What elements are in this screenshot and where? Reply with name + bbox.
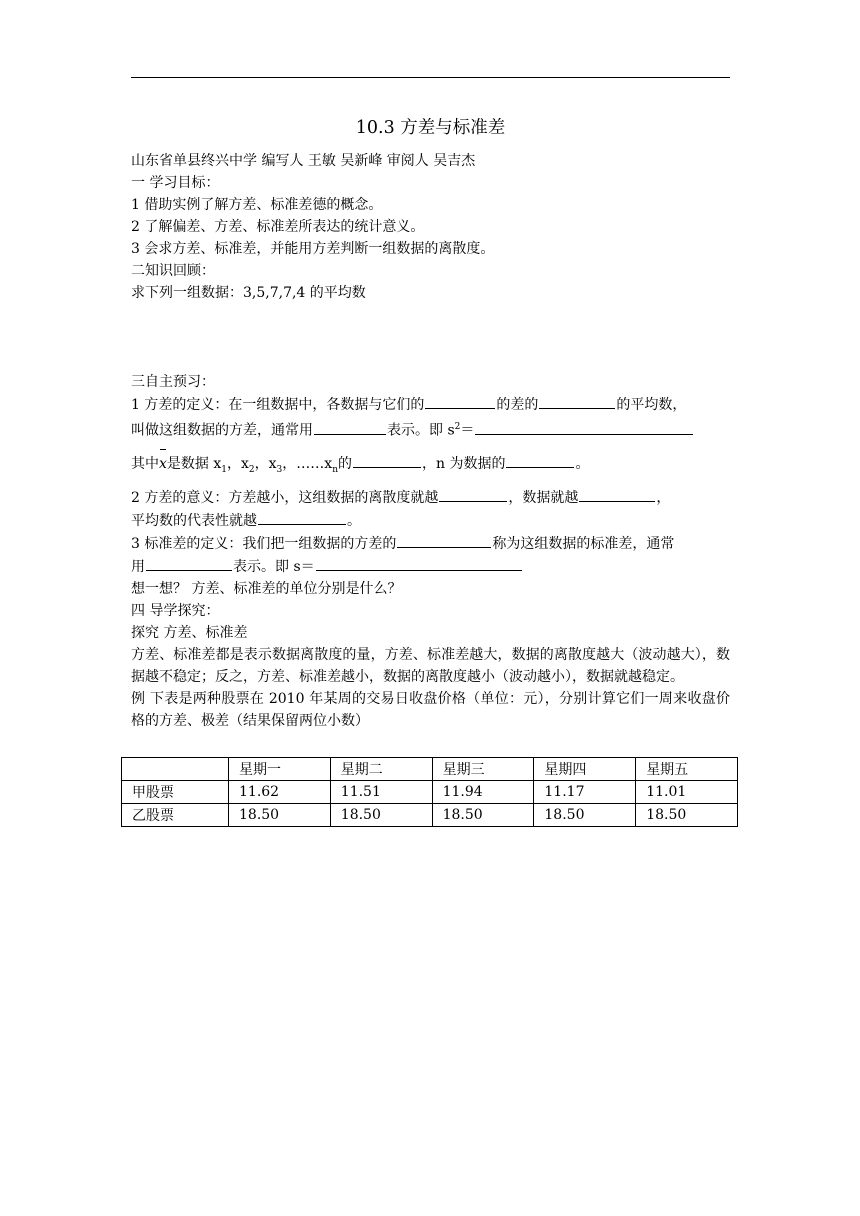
text: ＝ xyxy=(460,422,475,439)
text: 表示。即 s＝ xyxy=(233,559,315,576)
std-definition-line2 xyxy=(131,555,730,578)
explanation-paragraph: 方差、标准差都是表示数据离散度的量，方差、标准差越大，数据的离散度越大（波动越大），数据越不稳定；反之，方差、标准差越小，数据的离散度越小（波动越小），数据就越稳定。 xyxy=(131,647,730,686)
answer-space xyxy=(131,304,730,371)
text: 是数据 x xyxy=(166,455,222,472)
variance-definition-line2 xyxy=(131,416,730,442)
row-label: 甲股票 xyxy=(122,781,229,804)
subscript: 3 xyxy=(276,464,283,475)
table-cell: 11.62 xyxy=(229,781,331,804)
fill-blank[interactable] xyxy=(506,452,574,468)
text: 其中 xyxy=(131,455,159,472)
text: 用 xyxy=(131,559,145,576)
fill-blank[interactable] xyxy=(539,393,615,409)
section-4-heading: 四 导学探究： xyxy=(131,603,220,620)
subscript: 1 xyxy=(221,464,227,475)
review-question: 求下列一组数据：3,5,7,7,4 的平均数 xyxy=(131,285,366,301)
fill-blank[interactable] xyxy=(425,393,495,409)
text: 称为这组数据的标准差，通常 xyxy=(492,536,675,553)
fill-blank[interactable] xyxy=(397,532,491,548)
table-cell: 18.50 xyxy=(330,804,432,827)
table-row xyxy=(122,804,738,827)
table-cell: 18.50 xyxy=(229,804,331,827)
document-title: 10.3 方差与标准差 xyxy=(355,118,506,138)
subscript: n xyxy=(332,464,338,475)
table-cell: 18.50 xyxy=(636,804,738,827)
table-cell: 18.50 xyxy=(432,804,534,827)
table-header-row xyxy=(122,758,738,781)
std-definition-line1 xyxy=(131,532,730,555)
explore-heading: 探究 方差、标准差 xyxy=(131,625,248,642)
objective-1: 1 借助实例了解方差、标准差德的概念。 xyxy=(131,197,383,213)
objective-2: 2 了解偏差、方差、标准差所表达的统计意义。 xyxy=(131,219,425,235)
fill-blank[interactable] xyxy=(353,452,421,468)
section-3-heading: 三自主预习： xyxy=(131,374,215,390)
text: 的 xyxy=(337,455,352,472)
table-cell xyxy=(122,758,229,781)
variance-meaning-line2 xyxy=(131,509,730,532)
fill-blank[interactable] xyxy=(579,486,655,502)
fill-blank[interactable] xyxy=(439,486,507,502)
document-body xyxy=(131,106,730,732)
fill-blank[interactable] xyxy=(258,509,346,525)
superscript: 2 xyxy=(454,422,461,432)
table-header-cell: 星期四 xyxy=(534,758,636,781)
table-cell: 11.51 xyxy=(330,781,432,804)
table-cell: 18.50 xyxy=(534,804,636,827)
text: ，n 为数据的 xyxy=(421,455,506,472)
table-header-cell: 星期一 xyxy=(229,758,331,781)
fill-blank[interactable] xyxy=(475,419,693,435)
text: 。 xyxy=(347,513,361,530)
text: 叫做这组数据的方差，通常用 xyxy=(131,422,313,439)
text: 。 xyxy=(575,455,590,472)
text: ，数据就越 xyxy=(508,490,579,507)
text: 1 方差的定义：在一组数据中，各数据与它们的 xyxy=(131,397,425,413)
section-1-heading: 一 学习目标： xyxy=(131,175,220,191)
example-paragraph: 例 下表是两种股票在 2010 年某周的交易日收盘价格（单位：元），分别计算它们一周来收盘价格的方差、极差（结果保留两位小数） xyxy=(131,691,730,730)
fill-blank[interactable] xyxy=(314,419,386,435)
text: ， xyxy=(656,490,671,507)
text: 的差的 xyxy=(496,397,539,413)
table-header-cell: 星期二 xyxy=(330,758,432,781)
variance-definition-line1 xyxy=(131,393,730,416)
objective-3: 3 会求方差、标准差，并能用方差判断一组数据的离散度。 xyxy=(131,241,495,257)
x-bar-symbol: x xyxy=(159,453,167,475)
fill-blank[interactable] xyxy=(316,555,522,571)
text: ，x xyxy=(254,455,277,472)
header-rule xyxy=(131,77,730,78)
section-2-heading: 二知识回顾： xyxy=(131,263,215,279)
think-question: 想一想？ 方差、标准差的单位分别是什么？ xyxy=(131,581,402,598)
text: 表示。即 s xyxy=(387,422,455,439)
text: ，x xyxy=(227,455,249,472)
subscript: 2 xyxy=(248,464,255,475)
author-line: 山东省单县终兴中学 编写人 王敏 吴新峰 审阅人 吴吉杰 xyxy=(131,153,476,169)
variance-meaning-line1 xyxy=(131,486,730,509)
text: 平均数的代表性就越 xyxy=(131,513,257,530)
table-row xyxy=(122,781,738,804)
text: 2 方差的意义：方差越小，这组数据的离散度就越 xyxy=(131,490,439,507)
table-cell: 11.17 xyxy=(534,781,636,804)
fill-blank[interactable] xyxy=(146,555,232,571)
table-header-cell: 星期五 xyxy=(636,758,738,781)
text: ，……x xyxy=(282,455,333,472)
text: 的平均数， xyxy=(616,397,687,413)
stock-price-table xyxy=(121,757,738,827)
table-cell: 11.01 xyxy=(636,781,738,804)
mean-explanation-line xyxy=(131,452,730,481)
table-cell: 11.94 xyxy=(432,781,534,804)
row-label: 乙股票 xyxy=(122,804,229,827)
text: 3 标准差的定义：我们把一组数据的方差的 xyxy=(131,536,397,553)
table-header-cell: 星期三 xyxy=(432,758,534,781)
